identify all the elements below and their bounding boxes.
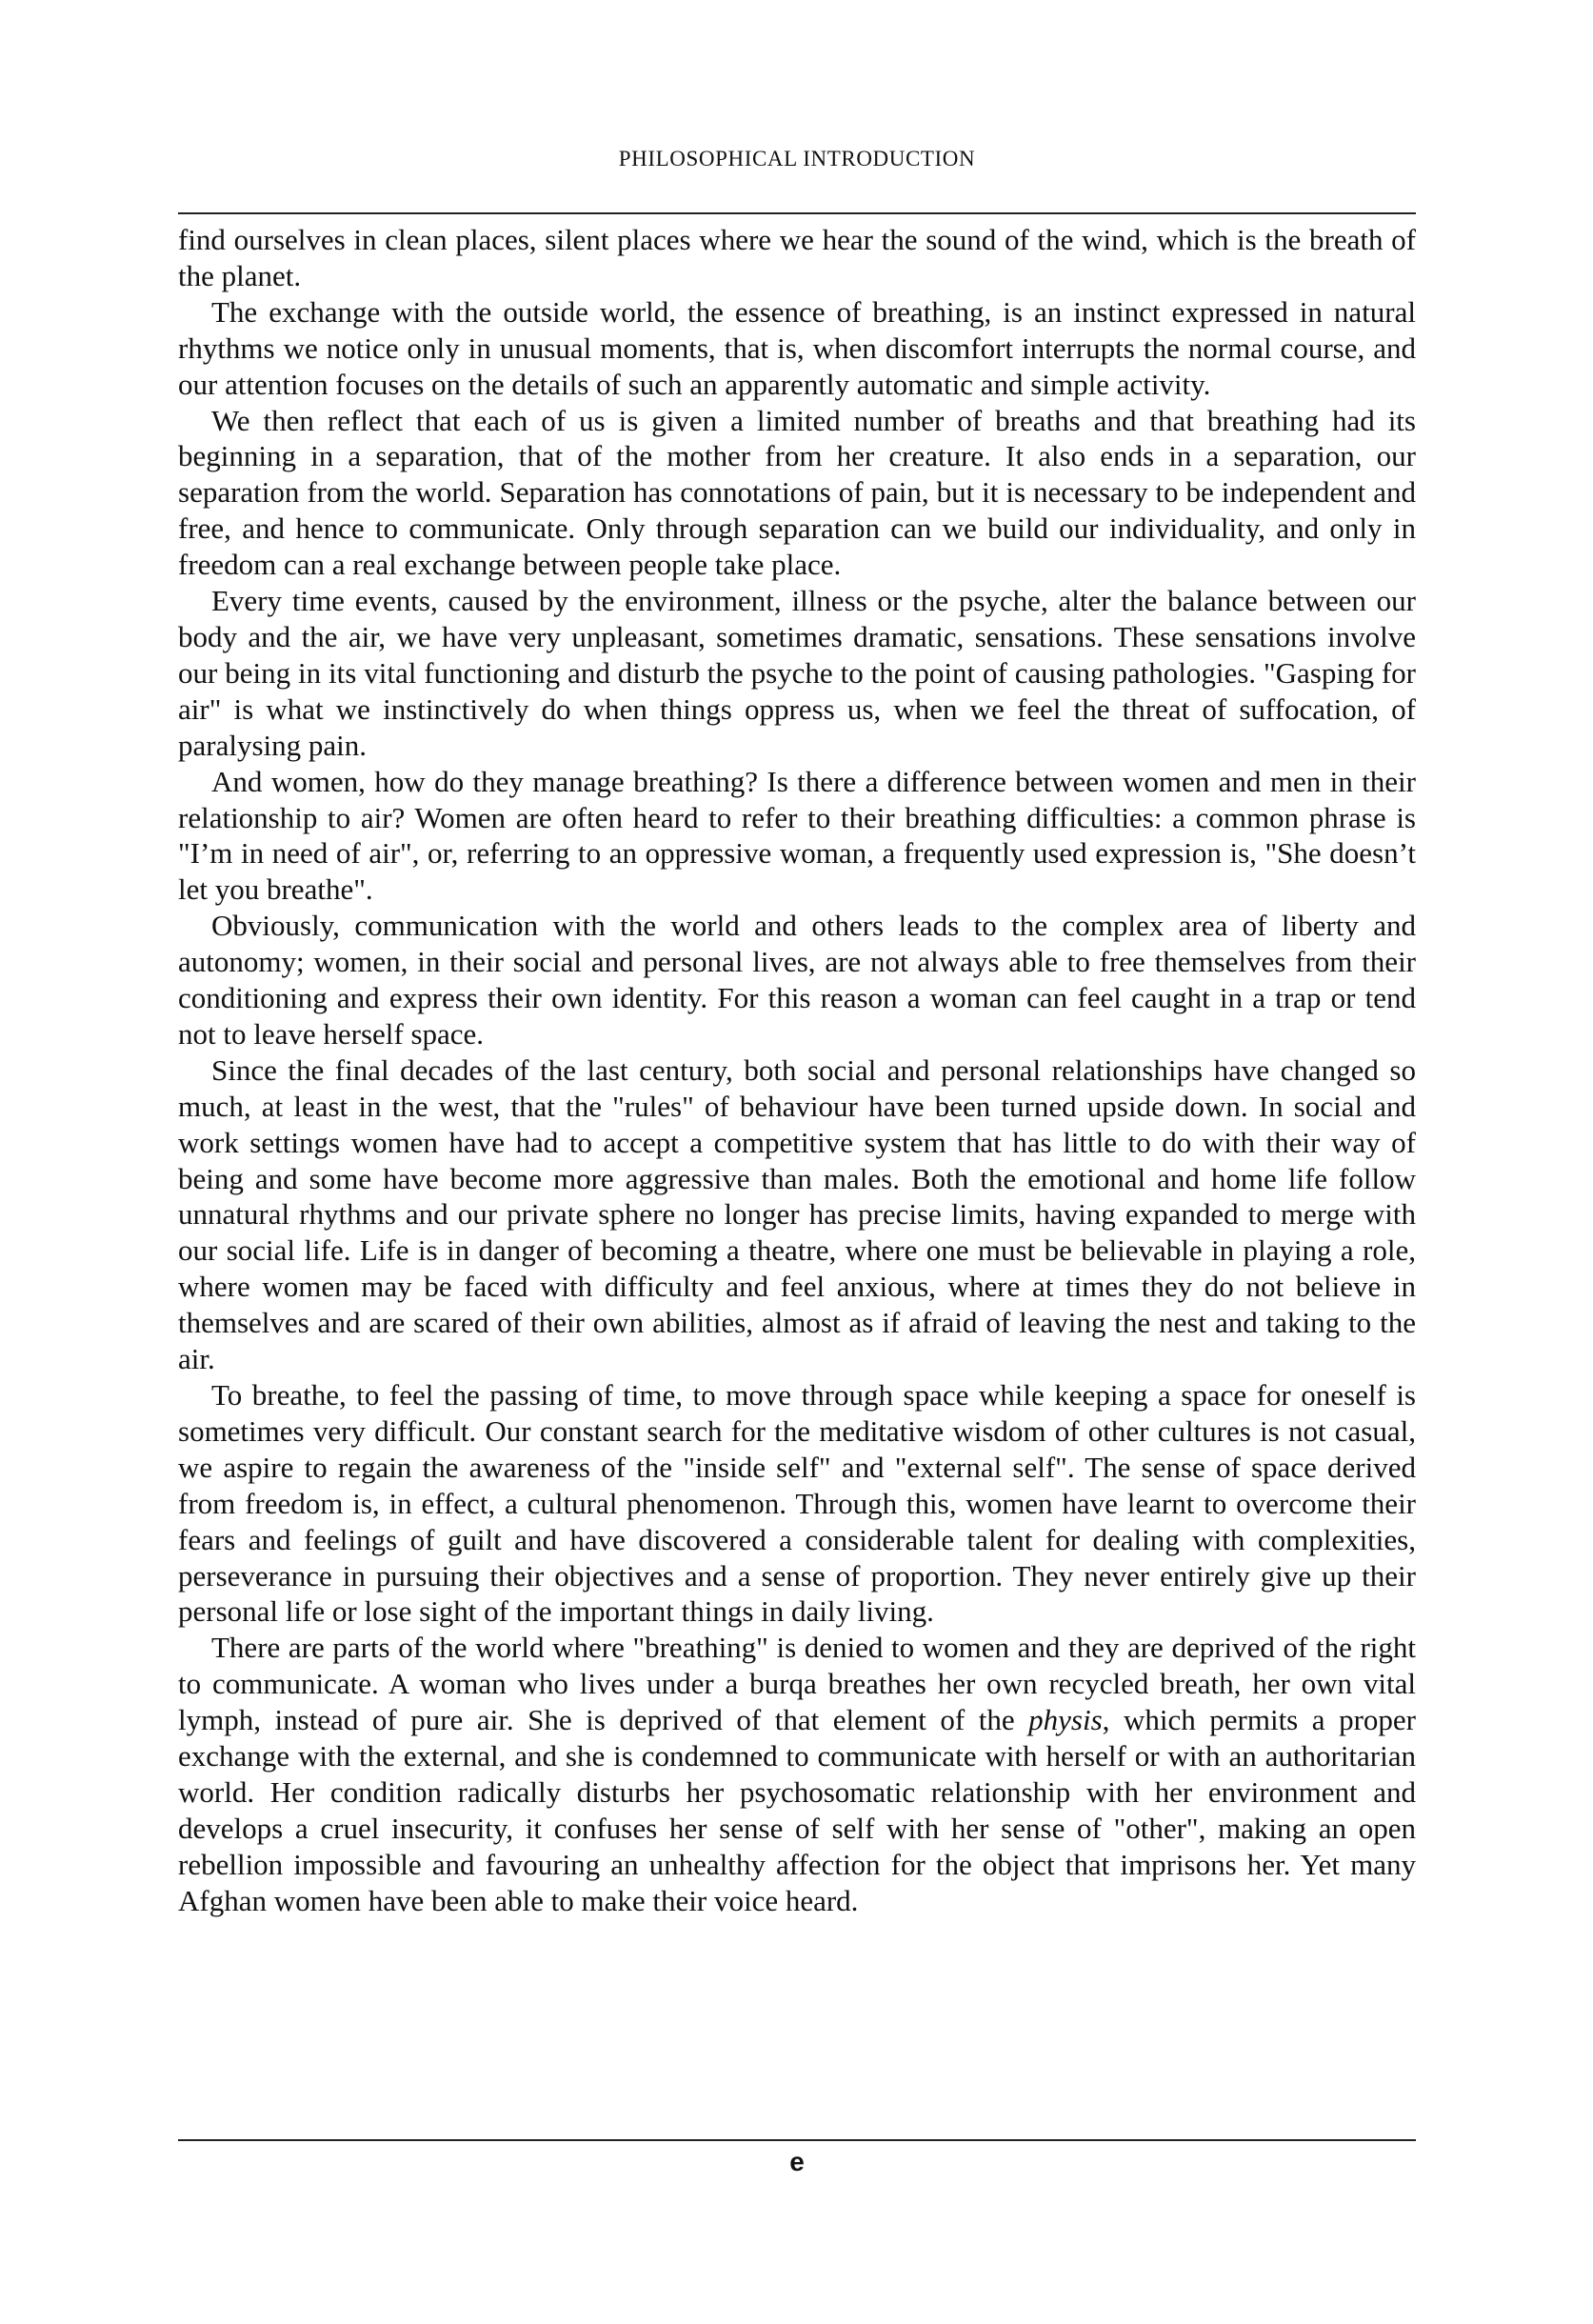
- paragraph: We then reflect that each of us is given a limited number of breaths and that breathing had its beginning in a separation, that of the mother from her creature. It also ends in a separation, our separation from the world. Separation has connotations of pain, but it is necessary to be independent and free, and hence to communicate. Only through separation can we build our individuality, and only in freedom can a real exchange between people take place.: [178, 403, 1416, 582]
- footer-rule: [178, 2139, 1416, 2141]
- paragraph-text: , which permits a proper exchange with the external, and she is condemned to communicate with herself or with an authoritarian world. Her condition radically disturbs her psychosomatic relationship with her environment and develops a cruel insecurity, it confuses her sense of self with her sense of "other", making an open rebellion impossible and favouring an unhealthy affection for the object that imprisons her. Yet many Afghan women have been able to make their voice heard.: [178, 1703, 1416, 1917]
- paragraph: find ourselves in clean places, silent places where we hear the sound of the wind, which is the breath of the planet.: [178, 223, 1416, 292]
- emphasis-term: physis: [1028, 1703, 1103, 1737]
- header-rule: [178, 212, 1416, 214]
- paragraph-text: There are parts of the world where "breathing" is denied to women and they are deprived of the right to communicate. A woman who lives under a burqa breathes her own recycled breath, her own vital lymph, instead of pure air. She is deprived of that element of the: [178, 1631, 1416, 1737]
- paragraph: Since the final decades of the last century, both social and personal relationships have changed so much, at least in the west, that the "rules" of behaviour have been turned upside down. In social and work settings women have had to accept a competitive system that has little to do with their way of being and some have become more aggressive than males. Both the emotional and home life follow unnatural rhythms and our private sphere no longer has precise limits, having expanded to merge with our social life. Life is in danger of becoming a theatre, where one must be believable in playing a role, where women may be faced with difficulty and feel anxious, where at times they do not believe in themselves and are scared of their own abilities, almost as if afraid of leaving the nest and taking to the air.: [178, 1052, 1416, 1376]
- page-folio: e: [789, 2147, 805, 2176]
- paragraph: The exchange with the outside world, the essence of breathing, is an instinct expressed in natural rhythms we notice only in unusual moments, that is, when discomfort interrupts the normal course, and our attention focuses on the details of such an apparently automatic and simple activity.: [178, 294, 1416, 401]
- paragraph: Obviously, communication with the world and others leads to the complex area of liberty and autonomy; women, in their social and personal lives, are not always able to free themselves from their conditioning and express their own identity. For this reason a woman can feel caught in a trap or tend not to leave herself space.: [178, 909, 1416, 1051]
- body-text: [178, 222, 1416, 1919]
- paragraph: And women, how do they manage breathing? Is there a difference between women and men in their relationship to air? Women are often heard to refer to their breathing difficulties: a common phrase is "I’m in need of air", or, referring to an oppressive woman, a frequently used expression is, "She doesn’t let you breathe".: [178, 764, 1416, 907]
- paragraph: [178, 1630, 1416, 1918]
- running-head: PHILOSOPHICAL INTRODUCTION: [618, 147, 976, 170]
- paragraph: Every time events, caused by the environment, illness or the psyche, alter the balance between our body and the air, we have very unpleasant, sometimes dramatic, sensations. These sensations involve our being in its vital functioning and disturb the psyche to the point of causing pathologies. "Gasping for air" is what we instinctively do when things oppress us, when we feel the threat of suffocation, of paralysing pain.: [178, 584, 1416, 762]
- paragraph: To breathe, to feel the passing of time, to move through space while keeping a space for oneself is sometimes very difficult. Our constant search for the meditative wisdom of other cultures is not casual, we aspire to regain the awareness of the "inside self" and "external self". The sense of space derived from freedom is, in effect, a cultural phenomenon. Through this, women have learnt to overcome their fears and feelings of guilt and have discovered a considerable talent for dealing with complexities, perseverance in pursuing their objectives and a sense of proportion. They never entirely give up their personal life or lose sight of the important things in daily living.: [178, 1378, 1416, 1629]
